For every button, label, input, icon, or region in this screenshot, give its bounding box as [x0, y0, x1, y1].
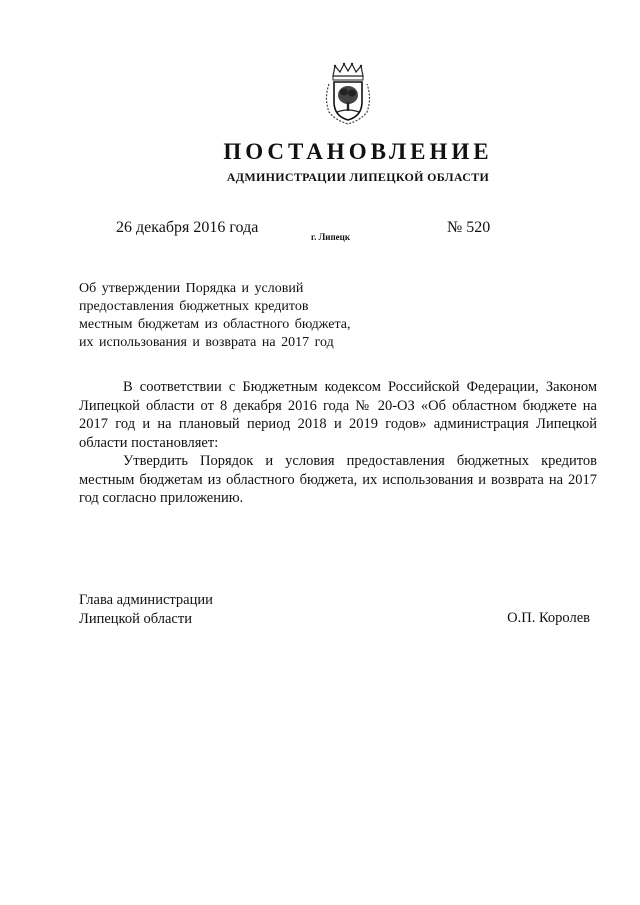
signatory-name: О.П. Королев — [507, 610, 590, 626]
subject-line: местным бюджетам из областного бюджета, — [79, 317, 351, 332]
body-paragraph-resolution: Утвердить Порядок и условия предоставления бюджетных кредитов местным бюджетам из областного бюджета, их использования и возврата на 2017 год согласно приложению. — [79, 453, 597, 506]
body-paragraph-preamble: В соответствии с Бюджетным кодексом Российской Федерации, Законом Липецкой области от 8 декабря 2016 года № 20-ОЗ «Об областном бюджете на 2017 год и на плановый период 2018 и 2019 годов» администрация Липецкой области постановляет: — [79, 379, 597, 451]
subject-line: их использования и возврата на 2017 год — [79, 335, 334, 350]
document-subject — [79, 280, 379, 352]
coat-of-arms-icon — [323, 62, 373, 126]
signatory-title-line: Липецкой области — [79, 610, 192, 627]
subject-line: Об утверждении Порядка и условий — [79, 281, 304, 296]
subject-line: предоставления бюджетных кредитов — [79, 299, 309, 314]
signatory-title-line: Глава администрации — [79, 592, 213, 608]
document-city: г. Липецк — [311, 232, 351, 242]
signatory-title — [79, 591, 213, 628]
document-number: № 520 — [447, 219, 491, 236]
document-title: ПОСТАНОВЛЕНИЕ — [223, 139, 493, 164]
document-subtitle: АДМИНИСТРАЦИИ ЛИПЕЦКОЙ ОБЛАСТИ — [226, 170, 490, 184]
document-body — [79, 378, 597, 508]
document-date: 26 декабря 2016 года — [116, 219, 259, 236]
